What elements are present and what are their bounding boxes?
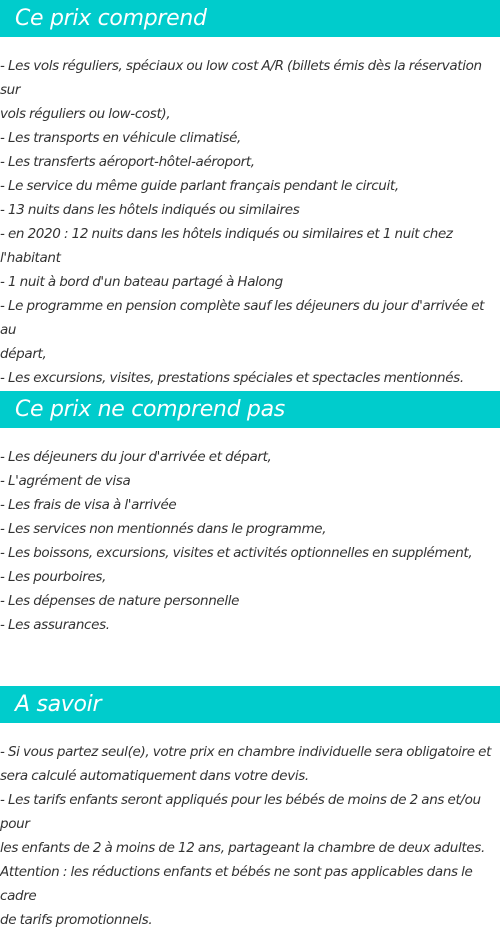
section-good-to-know xyxy=(0,686,500,932)
list-item: l'habitant xyxy=(0,250,61,266)
list-item: - Le service du même guide parlant français pendant le circuit, xyxy=(0,178,399,194)
section-price-excludes xyxy=(0,391,500,637)
section-header xyxy=(0,686,500,723)
list-item: départ, xyxy=(0,346,47,362)
list-item: sera calculé automatiquement dans votre devis. xyxy=(0,768,309,784)
list-item: - Les tarifs enfants seront appliqués pour les bébés de moins de 2 ans et/ou pour xyxy=(0,792,481,832)
section-price-includes xyxy=(0,0,500,390)
list-item: - 1 nuit à bord d'un bateau partagé à Halong xyxy=(0,274,283,290)
section-body xyxy=(0,445,500,637)
list-item: - Les boissons, excursions, visites et activités optionnelles en supplément, xyxy=(0,545,473,561)
list-item: - Les vols réguliers, spéciaux ou low cost A/R (billets émis dès la réservation sur xyxy=(0,58,482,98)
list-item: - Les excursions, visites, prestations spéciales et spectacles mentionnés. xyxy=(0,370,464,386)
list-item: - Les assurances. xyxy=(0,617,110,633)
list-item: les enfants de 2 à moins de 12 ans, partageant la chambre de deux adultes. xyxy=(0,840,485,856)
list-item: - en 2020 : 12 nuits dans les hôtels indiqués ou similaires et 1 nuit chez xyxy=(0,226,453,242)
list-item: - L'agrément de visa xyxy=(0,473,131,489)
list-item: - Le programme en pension complète sauf les déjeuners du jour d'arrivée et au xyxy=(0,298,485,338)
section-header xyxy=(0,0,500,37)
list-item: - Les déjeuners du jour d'arrivée et départ, xyxy=(0,449,272,465)
list-item: - 13 nuits dans les hôtels indiqués ou similaires xyxy=(0,202,300,218)
list-item: - Les frais de visa à l'arrivée xyxy=(0,497,177,513)
section-header xyxy=(0,391,500,428)
list-item: - Les transports en véhicule climatisé, xyxy=(0,130,241,146)
section-title: Ce prix ne comprend pas xyxy=(15,397,285,422)
section-body xyxy=(0,740,500,932)
list-item: - Les pourboires, xyxy=(0,569,107,585)
list-item: de tarifs promotionnels. xyxy=(0,912,153,928)
list-item: - Si vous partez seul(e), votre prix en chambre individuelle sera obligatoire et xyxy=(0,744,492,760)
section-body xyxy=(0,54,500,390)
list-item: Attention : les réductions enfants et bébés ne sont pas applicables dans le cadre xyxy=(0,864,473,904)
section-title: Ce prix comprend xyxy=(15,6,207,31)
list-item: vols réguliers ou low-cost), xyxy=(0,106,171,122)
list-item: - Les dépenses de nature personnelle xyxy=(0,593,240,609)
section-title: A savoir xyxy=(15,692,102,717)
list-item: - Les services non mentionnés dans le programme, xyxy=(0,521,327,537)
list-item: - Les transferts aéroport-hôtel-aéroport, xyxy=(0,154,255,170)
